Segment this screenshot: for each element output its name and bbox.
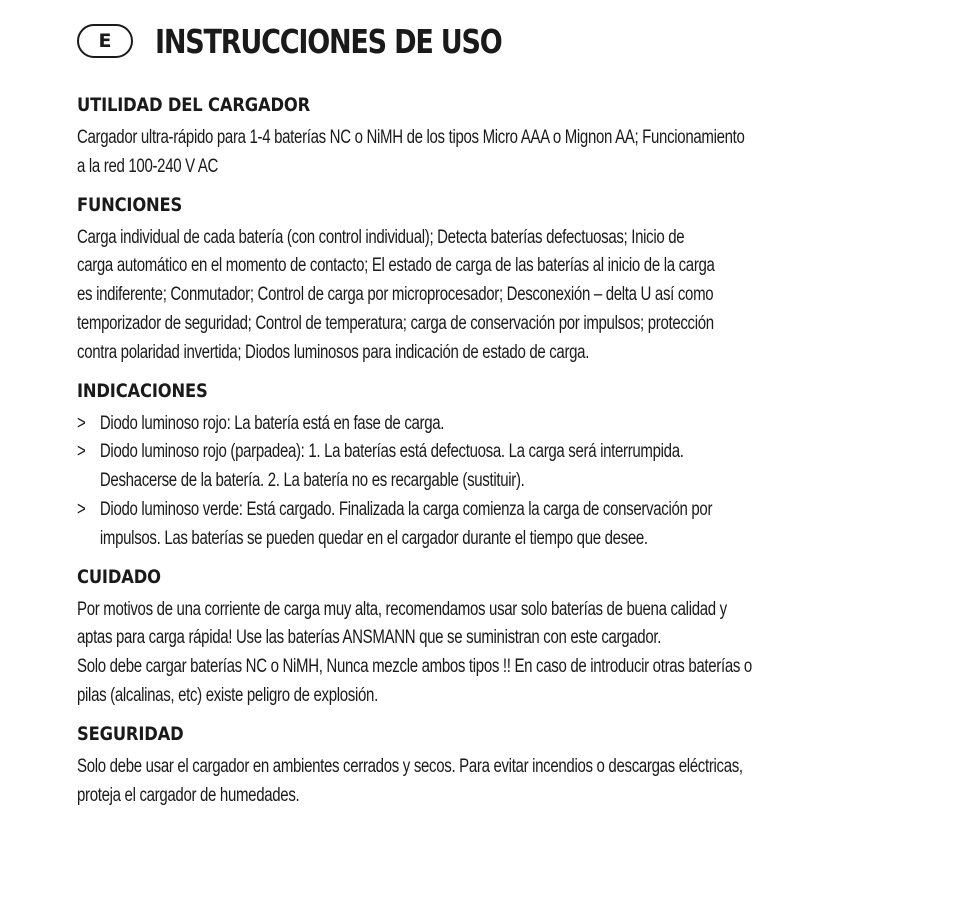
text-line: Diodo luminoso rojo: La batería está en fase de carga.	[99, 412, 445, 434]
section-seguridad	[77, 717, 877, 811]
text-line: es indiferente; Conmutador; Control de carga por microprocesador; Desconexión – delta U así como	[77, 284, 714, 306]
text-line: Deshacerse de la batería. 2. La batería no es recargable (sustituir).	[99, 470, 525, 492]
section-funciones	[77, 188, 877, 368]
section-text	[77, 124, 875, 182]
section-cuidado	[77, 560, 877, 711]
text-line: contra polaridad invertida; Diodos luminosos para indicación de estado de carga.	[77, 341, 590, 363]
section-heading: CUIDADO	[77, 565, 161, 588]
text-line: aptas para carga rápida! Use las baterías ANSMANN que se suministran con este cargador.	[77, 627, 662, 649]
text-line: Carga individual de cada batería (con control individual); Detecta baterías defectuosas; Inicio de	[77, 226, 685, 248]
section-heading: INDICACIONES	[77, 379, 208, 402]
text-line: proteja el cargador de humedades.	[77, 784, 300, 806]
section-text	[77, 596, 875, 711]
list-item	[77, 438, 875, 496]
section-heading: FUNCIONES	[77, 193, 183, 216]
text-line: temporizador de seguridad; Control de temperatura; carga de conservación por impulsos; protección	[77, 312, 714, 334]
section-indicaciones	[77, 374, 877, 554]
text-line: impulsos. Las baterías se pueden quedar en el cargador durante el tiempo que desee.	[99, 527, 648, 549]
section-text	[77, 753, 875, 811]
section-text	[77, 224, 875, 368]
page-title: INSTRUCCIONES DE USO	[155, 21, 502, 61]
section-heading: UTILIDAD DEL CARGADOR	[77, 94, 310, 116]
list-item	[77, 496, 875, 554]
text-line: carga automático en el momento de contacto; El estado de carga de las baterías al inicio de la carga	[77, 255, 715, 277]
text-line: Por motivos de una corriente de carga muy alta, recomendamos usar solo baterías de buena calidad y	[77, 598, 727, 620]
list-marker: >	[77, 441, 86, 463]
text-line: pilas (alcalinas, etc) existe peligro de explosión.	[77, 684, 378, 706]
document-body	[77, 88, 877, 816]
text-line: Solo debe usar el cargador en ambientes cerrados y secos. Para evitar incendios o descargas eléctricas,	[77, 755, 743, 777]
language-code: E	[98, 29, 112, 52]
text-line: a la red 100-240 V AC	[77, 155, 219, 177]
list-marker: >	[77, 498, 86, 520]
section-heading: SEGURIDAD	[77, 722, 184, 745]
text-line: Cargador ultra-rápido para 1-4 baterías NC o NiMH de los tipos Micro AAA o Mignon AA; Funcionamiento	[77, 127, 745, 148]
indicator-list	[77, 410, 875, 554]
text-line: Diodo luminoso rojo (parpadea): 1. La baterías está defectuosa. La carga será interrumpida.	[99, 441, 684, 463]
text-line: Diodo luminoso verde: Está cargado. Finalizada la carga comienza la carga de conservación por	[99, 498, 713, 520]
language-badge	[77, 24, 133, 58]
text-line: Solo debe cargar baterías NC o NiMH, Nunca mezcle ambos tipos !! En caso de introducir otras baterías o	[77, 656, 752, 678]
section-utilidad	[77, 88, 877, 182]
list-marker: >	[77, 412, 86, 434]
page-header	[77, 18, 578, 64]
list-item	[77, 410, 875, 439]
